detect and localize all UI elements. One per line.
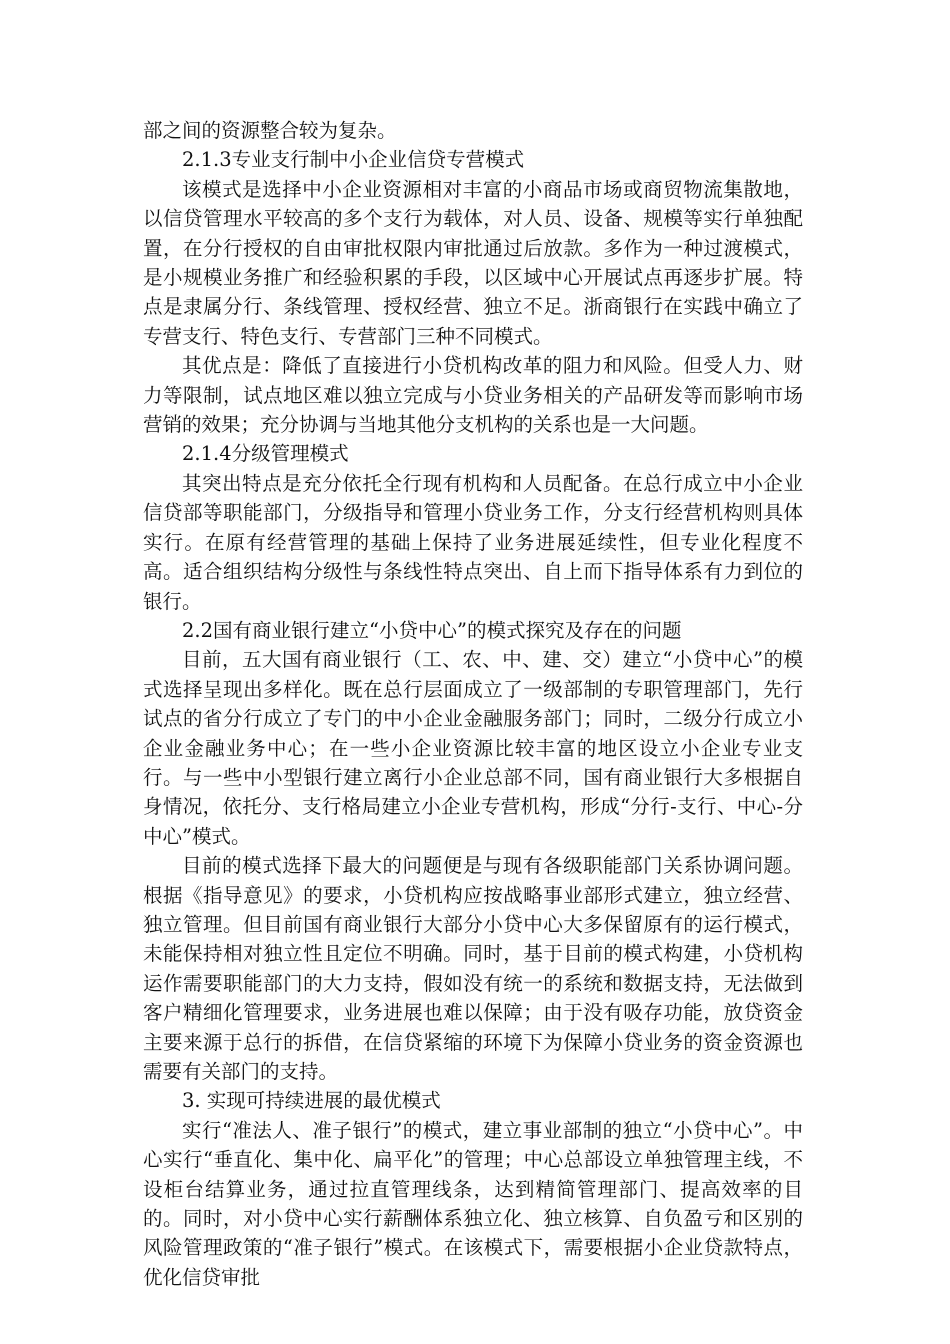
paragraph: 目前，五大国有商业银行（工、农、中、建、交）建立“小贷中心”的模式选择呈现出多样化。既在总行层面成立了一级部制的专职管理部门，先行试点的省分行成立了专门的中小企业金融服务部门；同时，二级分行成立小企业金融业务中心；在一些小企业资源比较丰富的地区设立小企业专业支行。与一些中小型银行建立离行小企业总部不同，国有商业银行大多根据自身情况，依托分、支行格局建立小企业专营机构，形成“分行-支行、中心-分中心”模式。 bbox=[143, 648, 803, 848]
paragraph: 该模式是选择中小企业资源相对丰富的小商品市场或商贸物流集散地，以信贷管理水平较高的多个支行为载体，对人员、设备、规模等实行单独配置，在分行授权的自由审批权限内审批通过后放款。多作为一种过渡模式，是小规模业务推广和经验积累的手段，以区域中心开展试点再逐步扩展。特点是隶属分行、条线管理、授权经营、独立不足。浙商银行在实践中确立了专营支行、特色支行、专营部门三种不同模式。 bbox=[143, 177, 803, 348]
paragraph: 实行“准法人、准子银行”的模式，建立事业部制的独立“小贷中心”。中心实行“垂直化、集中化、扁平化”的管理；中心总部设立单独管理主线，不设柜台结算业务，通过拉直管理线条，达到精简管理部门、提高效率的目的。同时，对小贷中心实行薪酬体系独立化、独立核算、自负盈亏和区别的风险管理政策的“准子银行”模式。在该模式下，需要根据小企业贷款特点，优化信贷审批 bbox=[143, 1118, 803, 1289]
section-heading-3: 3. 实现可持续进展的最优模式 bbox=[182, 1089, 441, 1113]
paragraph: 其突出特点是充分依托全行现有机构和人员配备。在总行成立中小企业信贷部等职能部门，分级指导和管理小贷业务工作，分支行经营机构则具体实行。在原有经营管理的基础上保持了业务进展延续性，但专业化程度不高。适合组织结构分级性与条线性特点突出、自上而下指导体系有力到位的银行。 bbox=[143, 471, 803, 613]
section-heading-2-2: 2.2国有商业银行建立“小贷中心”的模式探究及存在的问题 bbox=[182, 618, 682, 642]
section-heading-2-1-4: 2.1.4分级管理模式 bbox=[182, 442, 349, 466]
paragraph-continuation: 部之间的资源整合较为复杂。 bbox=[143, 119, 397, 142]
section-heading-2-1-3: 2.1.3专业支行制中小企业信贷专营模式 bbox=[182, 148, 525, 172]
paragraph: 其优点是：降低了直接进行小贷机构改革的阻力和风险。但受人力、财力等限制，试点地区难以独立完成与小贷业务相关的产品研发等而影响市场营销的效果；充分协调与当地其他分支机构的关系也是一大问题。 bbox=[143, 354, 803, 437]
document-page bbox=[143, 116, 803, 1292]
paragraph: 目前的模式选择下最大的问题便是与现有各级职能部门关系协调问题。根据《指导意见》的要求，小贷机构应按战略事业部形式建立，独立经营、独立管理。但目前国有商业银行大部分小贷中心大多保留原有的运行模式，未能保持相对独立性且定位不明确。同时，基于目前的模式构建，小贷机构运作需要职能部门的大力支持，假如没有统一的系统和数据支持，无法做到客户精细化管理要求，业务进展也难以保障；由于没有吸存功能，放贷资金主要来源于总行的拆借，在信贷紧缩的环境下为保障小贷业务的资金资源也需要有关部门的支持。 bbox=[143, 854, 803, 1083]
